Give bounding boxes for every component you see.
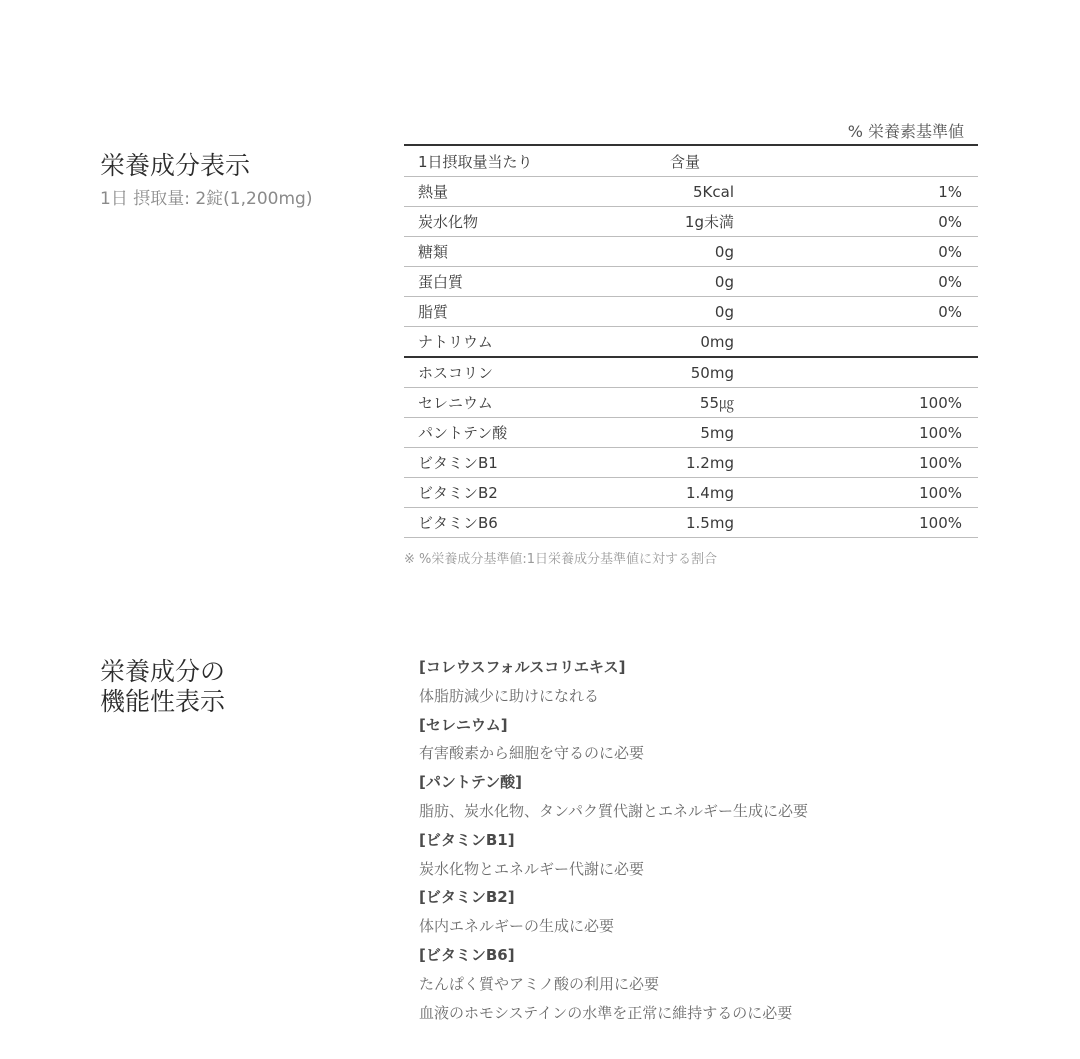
nutrient-name: ビタミンB6 — [404, 508, 644, 538]
nutrient-pct — [734, 327, 978, 358]
table-row — [404, 357, 978, 388]
nutrient-pct: 100% — [734, 478, 978, 508]
nutrient-name: パントテン酸 — [404, 418, 644, 448]
table-row — [404, 327, 978, 358]
nutrient-amount: 5mg — [644, 418, 734, 448]
table-header-row — [404, 145, 978, 177]
pct-note: ※ %栄養成分基準値:1日栄養成分基準値に対する割合 — [404, 552, 718, 567]
functional-item-description: 体脂肪減少に助けになれる — [419, 686, 600, 705]
nutrient-name: 蛋白質 — [404, 267, 644, 297]
functional-item — [419, 941, 979, 1027]
nutrient-amount: 0g — [644, 297, 734, 327]
functional-title-line1: 栄養成分の — [100, 657, 226, 686]
column-header-amount-text: 含量 — [670, 152, 701, 171]
nutrient-pct: 0% — [734, 267, 978, 297]
functional-list — [419, 653, 979, 1027]
functional-item-heading: [ビタミンB6] — [419, 945, 515, 964]
functional-item — [419, 883, 979, 941]
table-row — [404, 267, 978, 297]
functional-item — [419, 768, 979, 826]
functional-item-heading: [コレウスフォルスコリエキス] — [419, 658, 626, 676]
table-row — [404, 297, 978, 327]
functional-item — [419, 826, 979, 884]
nutrient-name: 糖類 — [404, 237, 644, 267]
nutrient-pct: 0% — [734, 297, 978, 327]
nutrient-name: 熱量 — [404, 177, 644, 207]
table-row — [404, 177, 978, 207]
functional-item-heading: [ビタミンB2] — [419, 888, 515, 907]
nutrient-amount: 0mg — [644, 327, 734, 358]
nutrient-pct: 1% — [734, 177, 978, 207]
nutrient-pct: 100% — [734, 508, 978, 538]
functional-item-heading: [パントテン酸] — [419, 773, 522, 792]
nutrient-name: ナトリウム — [404, 327, 644, 358]
nutrient-amount: 1.5mg — [644, 508, 734, 538]
pct-header: % 栄養素基準値 — [847, 122, 964, 141]
nutrient-name: 脂質 — [404, 297, 644, 327]
nutrient-name: ビタミンB2 — [404, 478, 644, 508]
daily-intake-subtitle: 1日 摂取量: 2錠(1,200mg) — [100, 189, 313, 209]
nutrient-pct — [734, 357, 978, 388]
column-header-per-day: 1日摂取量当たり — [404, 145, 644, 177]
functional-title-line2: 機能性表示 — [100, 687, 226, 716]
nutrient-amount: 1.2mg — [644, 448, 734, 478]
nutrient-name: セレニウム — [404, 388, 644, 418]
functional-item-description: 炭水化物とエネルギー代謝に必要 — [419, 859, 645, 878]
table-row — [404, 207, 978, 237]
table-row — [404, 388, 978, 418]
nutrient-amount: 1g未満 — [644, 207, 734, 237]
functional-item — [419, 711, 979, 769]
functional-item — [419, 653, 979, 711]
table-row — [404, 418, 978, 448]
nutrient-amount: 1.4mg — [644, 478, 734, 508]
functional-item-description: 血液のホモシステインの水準を正常に維持するのに必要 — [419, 1003, 793, 1022]
column-header-amount — [644, 145, 734, 177]
table-row — [404, 448, 978, 478]
nutrient-amount: 0g — [644, 237, 734, 267]
nutrient-pct: 100% — [734, 418, 978, 448]
nutrient-name: ビタミンB1 — [404, 448, 644, 478]
nutrient-pct: 100% — [734, 388, 978, 418]
functional-item-description: 有害酸素から細胞を守るのに必要 — [419, 744, 645, 763]
column-header-pct — [734, 145, 978, 177]
nutrient-pct: 0% — [734, 207, 978, 237]
table-row — [404, 478, 978, 508]
nutrition-table-body — [404, 177, 978, 538]
nutrient-amount: 50mg — [644, 357, 734, 388]
functional-title — [100, 657, 225, 717]
nutrient-pct: 100% — [734, 448, 978, 478]
table-row — [404, 237, 978, 267]
nutrient-name: ホスコリン — [404, 357, 644, 388]
functional-item-heading: [セレニウム] — [419, 715, 508, 734]
nutrition-table-wrap — [404, 120, 978, 538]
nutrient-amount: 0g — [644, 267, 734, 297]
functional-item-heading: [ビタミンB1] — [419, 830, 515, 849]
nutrition-table — [404, 144, 978, 538]
functional-item-description: たんぱく質やアミノ酸の利用に必要 — [419, 974, 660, 993]
functional-item-description: 体内エネルギーの生成に必要 — [419, 917, 615, 936]
functional-item-description: 脂肪、炭水化物、タンパク質代謝とエネルギー生成に必要 — [419, 801, 808, 820]
nutrient-pct: 0% — [734, 237, 978, 267]
nutrient-name: 炭水化物 — [404, 207, 644, 237]
nutrition-title: 栄養成分表示 — [100, 151, 251, 180]
nutrient-amount: 5Kcal — [644, 177, 734, 207]
table-row — [404, 508, 978, 538]
nutrient-amount: 55㎍ — [644, 388, 734, 418]
